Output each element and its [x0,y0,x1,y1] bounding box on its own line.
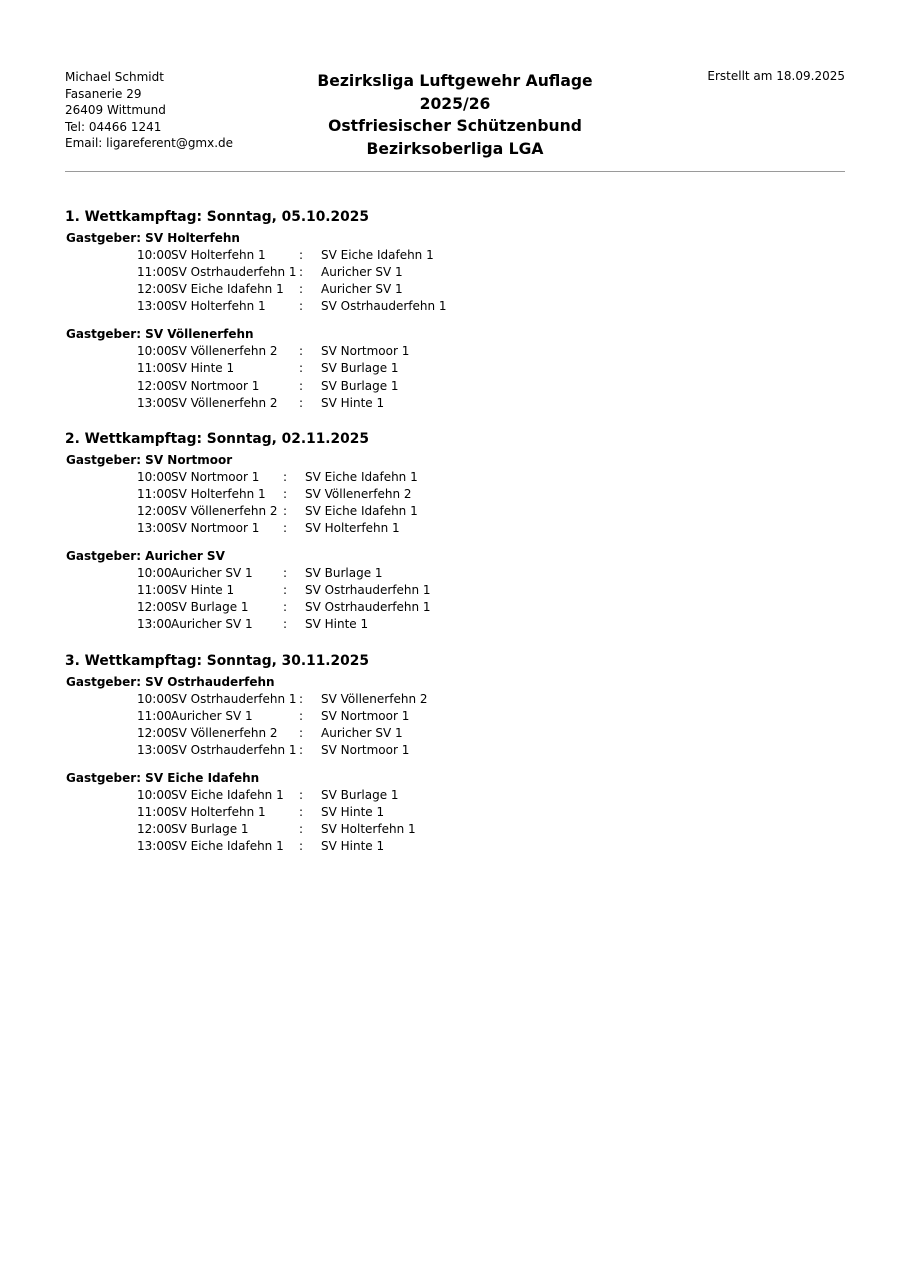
match-separator: : [283,486,288,501]
match-away: SV Burlage 1 [305,566,383,581]
host-block [65,326,845,411]
match-away: SV Ostrhauderfehn 1 [321,299,447,314]
match-time: 13:00 [137,839,172,854]
match-time: 11:00 [137,265,172,280]
day-title: 1. Wettkampftag: Sonntag, 05.10.2025 [65,209,369,225]
match-separator: : [299,787,304,802]
match-away: SV Nortmoor 1 [321,742,410,757]
host-name: Gastgeber: SV Nortmoor [66,452,233,467]
match-away: SV Burlage 1 [321,787,399,802]
match-away: SV Hinte 1 [321,839,385,854]
title-line-3: Ostfriesischer Schützenbund [328,117,582,135]
competition-day [65,208,845,412]
match-separator: : [299,248,304,262]
match-home: SV Eiche Idafehn 1 [171,282,284,297]
title-line-2: 2025/26 [419,94,491,113]
match-time: 13:00 [137,299,172,314]
match-home: Auricher SV 1 [171,708,253,723]
match-time: 12:00 [137,378,172,393]
match-separator: : [283,617,288,632]
match-row [65,360,845,377]
match-separator: : [283,566,288,581]
match-row [65,691,845,708]
match-row [65,281,845,298]
match-home: SV Holterfehn 1 [171,486,266,501]
host-name: Gastgeber: SV Völlenerfehn [66,327,254,342]
match-separator: : [283,469,288,484]
match-home: SV Nortmoor 1 [171,378,260,393]
match-time: 10:00 [137,787,172,802]
host-name: Gastgeber: SV Holterfehn [66,231,240,245]
contact-city: 26409 Wittmund [65,103,166,117]
match-time: 12:00 [137,600,172,615]
contact-name: Michael Schmidt [65,70,164,84]
match-time: 11:00 [137,583,172,598]
match-home: SV Nortmoor 1 [171,521,260,536]
match-row [65,503,845,520]
match-away: Auricher SV 1 [321,265,403,280]
match-row [65,804,845,821]
match-away: SV Holterfehn 1 [321,822,416,837]
day-title: 2. Wettkampftag: Sonntag, 02.11.2025 [65,430,369,447]
competition-day [65,652,845,856]
match-separator: : [299,839,304,854]
match-home: SV Nortmoor 1 [171,469,260,484]
match-away: SV Hinte 1 [321,395,385,410]
title-line-4: Bezirksoberliga LGA [366,139,544,158]
match-separator: : [299,725,304,740]
match-separator: : [299,299,304,314]
match-row [65,395,845,412]
match-time: 12:00 [137,282,172,297]
match-time: 10:00 [137,344,172,359]
match-away: SV Eiche Idafehn 1 [305,503,418,518]
match-home: SV Hinte 1 [171,361,235,376]
host-block [65,230,845,315]
match-away: SV Burlage 1 [321,378,399,393]
match-row [65,378,845,395]
match-separator: : [299,344,304,359]
match-away: SV Hinte 1 [305,617,369,632]
host-name: Gastgeber: SV Eiche Idafehn [66,770,260,785]
document-title [305,70,605,160]
match-separator: : [299,265,304,280]
schedule [65,208,845,873]
match-time: 13:00 [137,742,172,757]
match-away: SV Völlenerfehn 2 [321,691,428,706]
match-home: SV Ostrhauderfehn 1 [171,265,297,280]
match-separator: : [299,282,304,297]
match-away: SV Burlage 1 [321,361,399,376]
match-home: SV Völlenerfehn 2 [171,725,278,740]
created-date: Erstellt am 18.09.2025 [707,69,845,83]
match-separator: : [283,600,288,615]
match-away: SV Holterfehn 1 [305,521,400,536]
match-time: 10:00 [137,691,172,706]
host-name: Gastgeber: SV Ostrhauderfehn [66,674,275,689]
match-separator: : [299,742,304,757]
match-separator: : [299,378,304,393]
match-separator: : [283,503,288,518]
host-block [65,674,845,759]
match-time: 10:00 [137,566,172,581]
match-row [65,298,845,315]
match-row [65,343,845,360]
match-time: 10:00 [137,469,172,484]
match-time: 11:00 [137,708,172,723]
match-row [65,821,845,838]
match-time: 11:00 [137,486,172,501]
host-block [65,452,845,537]
match-row [65,725,845,742]
match-row [65,247,845,264]
match-home: SV Eiche Idafehn 1 [171,839,284,854]
host-block [65,548,845,633]
match-row [65,264,845,281]
match-row [65,486,845,503]
match-row [65,708,845,725]
match-home: SV Ostrhauderfehn 1 [171,742,297,757]
match-time: 13:00 [137,521,172,536]
match-separator: : [283,521,288,536]
match-home: SV Ostrhauderfehn 1 [171,691,297,706]
match-away: SV Ostrhauderfehn 1 [305,583,431,598]
match-away: SV Eiche Idafehn 1 [321,248,434,262]
match-home: SV Holterfehn 1 [171,248,266,262]
match-home: SV Völlenerfehn 2 [171,344,278,359]
day-title: 3. Wettkampftag: Sonntag, 30.11.2025 [65,652,369,669]
contact-street: Fasanerie 29 [65,86,142,101]
match-row [65,582,845,599]
match-home: SV Völlenerfehn 2 [171,503,278,518]
match-away: SV Hinte 1 [321,804,385,819]
match-separator: : [283,583,288,598]
match-row [65,599,845,616]
match-separator: : [299,822,304,837]
match-row [65,838,845,855]
match-home: SV Eiche Idafehn 1 [171,787,284,802]
competition-day [65,430,845,634]
contact-phone: Tel: 04466 1241 [65,119,162,134]
host-block [65,770,845,855]
match-away: SV Ostrhauderfehn 1 [305,600,431,615]
match-away: Auricher SV 1 [321,282,403,297]
match-row [65,469,845,486]
host-name: Gastgeber: Auricher SV [66,549,225,564]
match-home: SV Holterfehn 1 [171,299,266,314]
match-separator: : [299,708,304,723]
match-time: 12:00 [137,822,172,837]
match-home: SV Hinte 1 [171,583,235,598]
match-away: SV Völlenerfehn 2 [305,486,412,501]
match-home: Auricher SV 1 [171,566,253,581]
match-away: Auricher SV 1 [321,725,403,740]
match-time: 10:00 [137,248,172,262]
match-home: Auricher SV 1 [171,617,253,632]
match-row [65,520,845,537]
match-time: 13:00 [137,617,172,632]
match-separator: : [299,691,304,706]
match-row [65,787,845,804]
title-line-1: Bezirksliga Luftgewehr Auflage [317,72,593,90]
match-home: SV Burlage 1 [171,600,249,615]
match-separator: : [299,361,304,376]
match-time: 13:00 [137,395,172,410]
contact-block [65,69,233,152]
match-time: 12:00 [137,503,172,518]
match-away: SV Nortmoor 1 [321,344,410,359]
contact-email: Email: ligareferent@gmx.de [65,136,234,150]
match-row [65,742,845,759]
match-time: 12:00 [137,725,172,740]
match-separator: : [299,804,304,819]
match-home: SV Holterfehn 1 [171,804,266,819]
match-home: SV Burlage 1 [171,822,249,837]
match-separator: : [299,395,304,410]
header-divider [65,171,845,172]
match-time: 11:00 [137,361,172,376]
match-away: SV Eiche Idafehn 1 [305,469,418,484]
match-row [65,565,845,582]
match-time: 11:00 [137,804,172,819]
match-home: SV Völlenerfehn 2 [171,395,278,410]
match-row [65,616,845,633]
match-away: SV Nortmoor 1 [321,708,410,723]
